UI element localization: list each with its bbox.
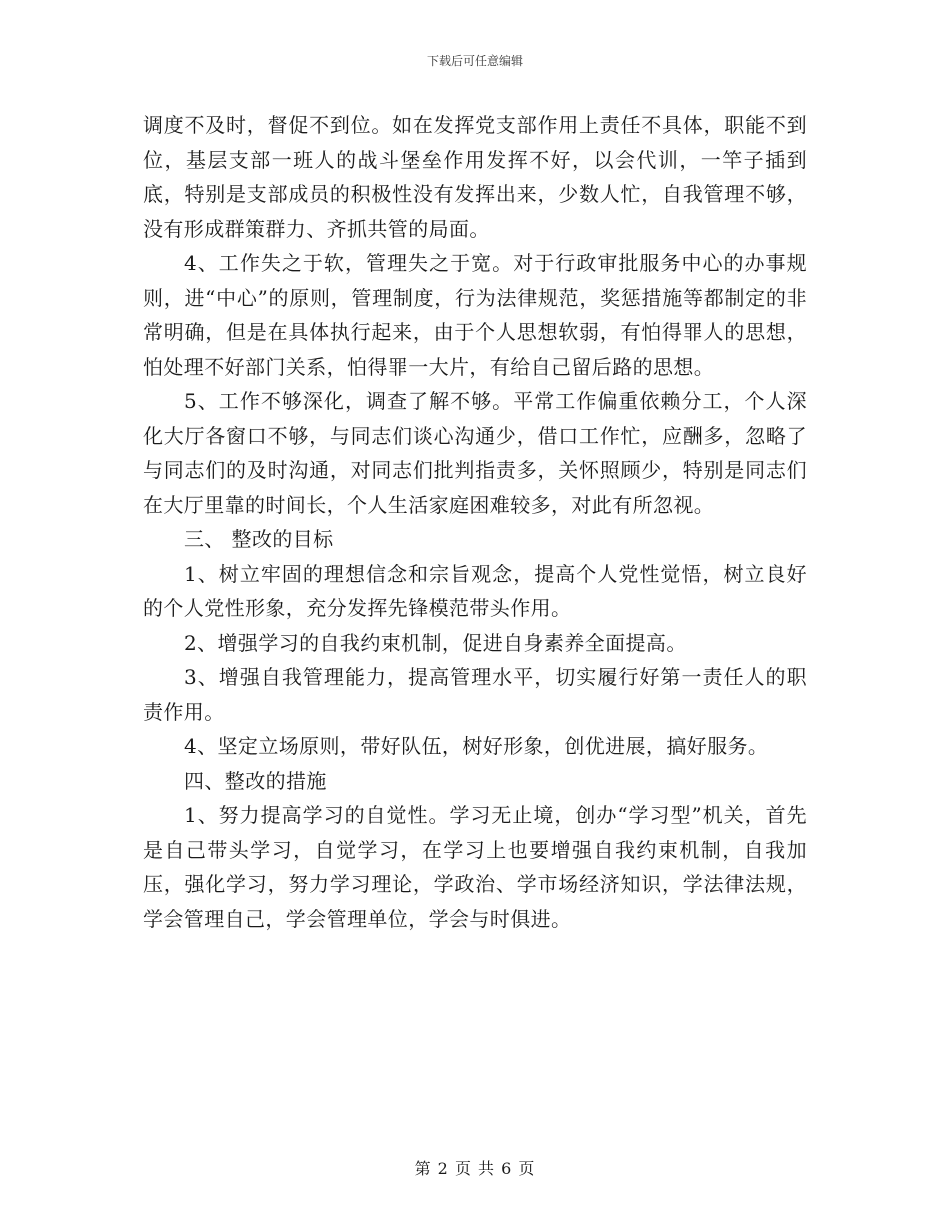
section-heading-measures: 四、整改的措施: [184, 768, 327, 793]
goal-item-1: 1、树立牢固的理想信念和宗旨观念，提高个人党性觉悟，树立良好的个人党性形象，充分发挥先锋模范带头作用。: [143, 561, 807, 620]
paragraph-continuation: 调度不及时，督促不到位。如在发挥党支部作用上责任不具体，职能不到位，基层支部一班人的战斗堡垒作用发挥不好，以会代训，一竿子插到底，特别是支部成员的积极性没有发挥出来，少数人忙，自我管理不够，没有形成群策群力、齐抓共管的局面。: [143, 113, 807, 241]
goal-item-2: 2、增强学习的自我约束机制，促进自身素养全面提高。: [184, 630, 687, 655]
paragraph-item-5-insufficient-depth: 5、工作不够深化，调查了解不够。平常工作偏重依赖分工，个人深化大厅各窗口不够，与同志们谈心沟通少，借口工作忙，应酬多，忽略了与同志们的及时沟通，对同志们批判指责多，关怀照顾少，特别是同志们在大厅里靠的时间长，个人生活家庭困难较多，对此有所忽视。: [143, 389, 807, 517]
goal-item-4: 4、坚定立场原则，带好队伍，树好形象，创优进展，搞好服务。: [184, 734, 769, 758]
page-header: 下载后可任意编辑: [426, 54, 523, 68]
goal-item-3: 3、增强自我管理能力，提高管理水平，切实履行好第一责任人的职责作用。: [143, 665, 807, 724]
section-heading-goals: 三、 整改的目标: [184, 527, 334, 551]
document-body: [143, 108, 807, 936]
page-number-footer: 第 2 页 共 6 页: [414, 1159, 536, 1178]
paragraph-item-4-soft-management: 4、工作失之于软，管理失之于宽。对于行政审批服务中心的办事规则，进“中心”的原则，管理制度，行为法律规范，奖惩措施等都制定的非常明确，但是在具体执行起来，由于个人思想软弱，有怕得罪人的思想，怕处理不好部门关系，怕得罪一大片，有给自己留后路的思想。: [143, 251, 807, 379]
measure-item-1: 1、努力提高学习的自觉性。学习无止境，创办“学习型”机关，首先是自己带头学习，自觉学习，在学习上也要增强自我约束机制，自我加压，强化学习，努力学习理论，学政治、学市场经济知识，学法律法规，学会管理自己，学会管理单位，学会与时俱进。: [143, 803, 807, 931]
